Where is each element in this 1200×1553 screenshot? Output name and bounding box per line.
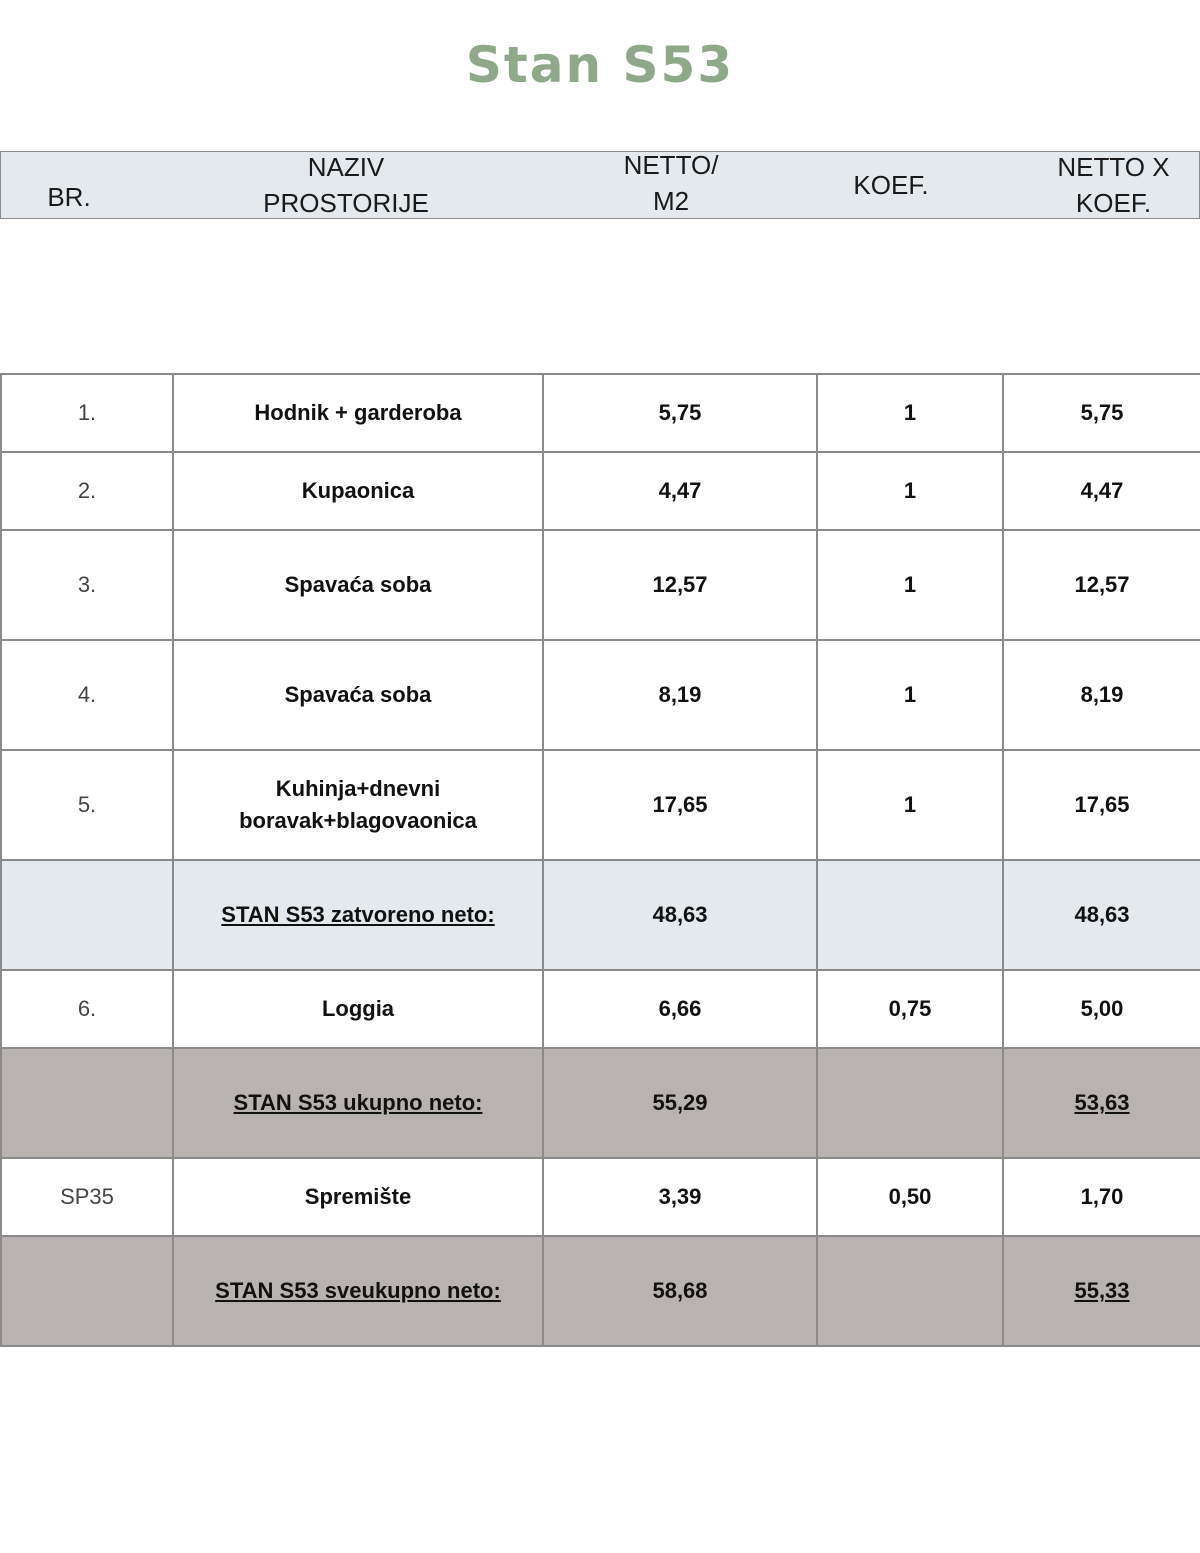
- table-row: [1, 640, 1200, 750]
- table-header: [0, 151, 1200, 219]
- netto-value: 3,39: [543, 1158, 817, 1236]
- netto-koef-value: 48,63: [1003, 860, 1200, 970]
- header-br: BR.: [47, 182, 91, 212]
- header-naziv: NAZIV PROSTORIJE: [263, 152, 429, 218]
- subtotal-label: [173, 860, 543, 970]
- row-number: 3.: [1, 530, 173, 640]
- room-name: [173, 750, 543, 860]
- room-table: [0, 373, 1200, 1347]
- koef-value: 1: [817, 452, 1003, 530]
- table-row: [1, 750, 1200, 860]
- netto-koef-value: 5,75: [1003, 374, 1200, 452]
- netto-value: 8,19: [543, 640, 817, 750]
- netto-koef-value: 17,65: [1003, 750, 1200, 860]
- netto-value: 17,65: [543, 750, 817, 860]
- room-name: Hodnik + garderoba: [173, 374, 543, 452]
- netto-value: 12,57: [543, 530, 817, 640]
- total-label-text: STAN S53 ukupno neto:: [233, 1090, 483, 1115]
- koef-value: [817, 860, 1003, 970]
- row-number: SP35: [1, 1158, 173, 1236]
- row-number: 2.: [1, 452, 173, 530]
- subtotal-label-text: STAN S53 zatvoreno neto:: [221, 902, 495, 927]
- row-number: 5.: [1, 750, 173, 860]
- room-name: Spavaća soba: [173, 640, 543, 750]
- koef-value: [817, 1048, 1003, 1158]
- row-number: 6.: [1, 970, 173, 1048]
- table-row: [1, 530, 1200, 640]
- koef-value: 1: [817, 374, 1003, 452]
- subtotal-row: [1, 860, 1200, 970]
- grand-total-row: [1, 1236, 1200, 1346]
- row-number: [1, 860, 173, 970]
- netto-value: 4,47: [543, 452, 817, 530]
- koef-value: 1: [817, 640, 1003, 750]
- total-label: [173, 1048, 543, 1158]
- table-row: [1, 1158, 1200, 1236]
- grand-total-label-text: STAN S53 sveukupno neto:: [215, 1278, 501, 1303]
- header-netto: NETTO/ M2: [623, 150, 719, 216]
- netto-value: 58,68: [543, 1236, 817, 1346]
- page-title: Stan S53: [465, 36, 735, 94]
- room-name: Spavaća soba: [173, 530, 543, 640]
- netto-koef-value: [1003, 1236, 1200, 1346]
- table-row: [1, 970, 1200, 1048]
- netto-value: 6,66: [543, 970, 817, 1048]
- koef-value: 1: [817, 750, 1003, 860]
- row-number: [1, 1048, 173, 1158]
- room-name: Spremište: [173, 1158, 543, 1236]
- room-name: Kupaonica: [173, 452, 543, 530]
- room-name: Loggia: [173, 970, 543, 1048]
- netto-koef-value: 4,47: [1003, 452, 1200, 530]
- total-row: [1, 1048, 1200, 1158]
- table-row: [1, 452, 1200, 530]
- netto-koef-value: 5,00: [1003, 970, 1200, 1048]
- row-number: [1, 1236, 173, 1346]
- koef-value: [817, 1236, 1003, 1346]
- koef-value: 0,50: [817, 1158, 1003, 1236]
- netto-koef-grand-total: 55,33: [1074, 1278, 1130, 1303]
- koef-value: 0,75: [817, 970, 1003, 1048]
- room-name-line: boravak+blagovaonica: [239, 808, 477, 833]
- netto-koef-value: 12,57: [1003, 530, 1200, 640]
- header-koef: KOEF.: [853, 170, 929, 200]
- netto-value: 55,29: [543, 1048, 817, 1158]
- netto-value: 5,75: [543, 374, 817, 452]
- table-row: [1, 374, 1200, 452]
- netto-koef-total: 53,63: [1074, 1090, 1130, 1115]
- netto-koef-value: [1003, 1048, 1200, 1158]
- netto-koef-value: 1,70: [1003, 1158, 1200, 1236]
- header-netto-koef: NETTO X KOEF.: [1057, 152, 1170, 218]
- netto-value: 48,63: [543, 860, 817, 970]
- netto-koef-value: 8,19: [1003, 640, 1200, 750]
- koef-value: 1: [817, 530, 1003, 640]
- row-number: 4.: [1, 640, 173, 750]
- room-name-line: Kuhinja+dnevni: [275, 776, 441, 801]
- row-number: 1.: [1, 374, 173, 452]
- grand-total-label: [173, 1236, 543, 1346]
